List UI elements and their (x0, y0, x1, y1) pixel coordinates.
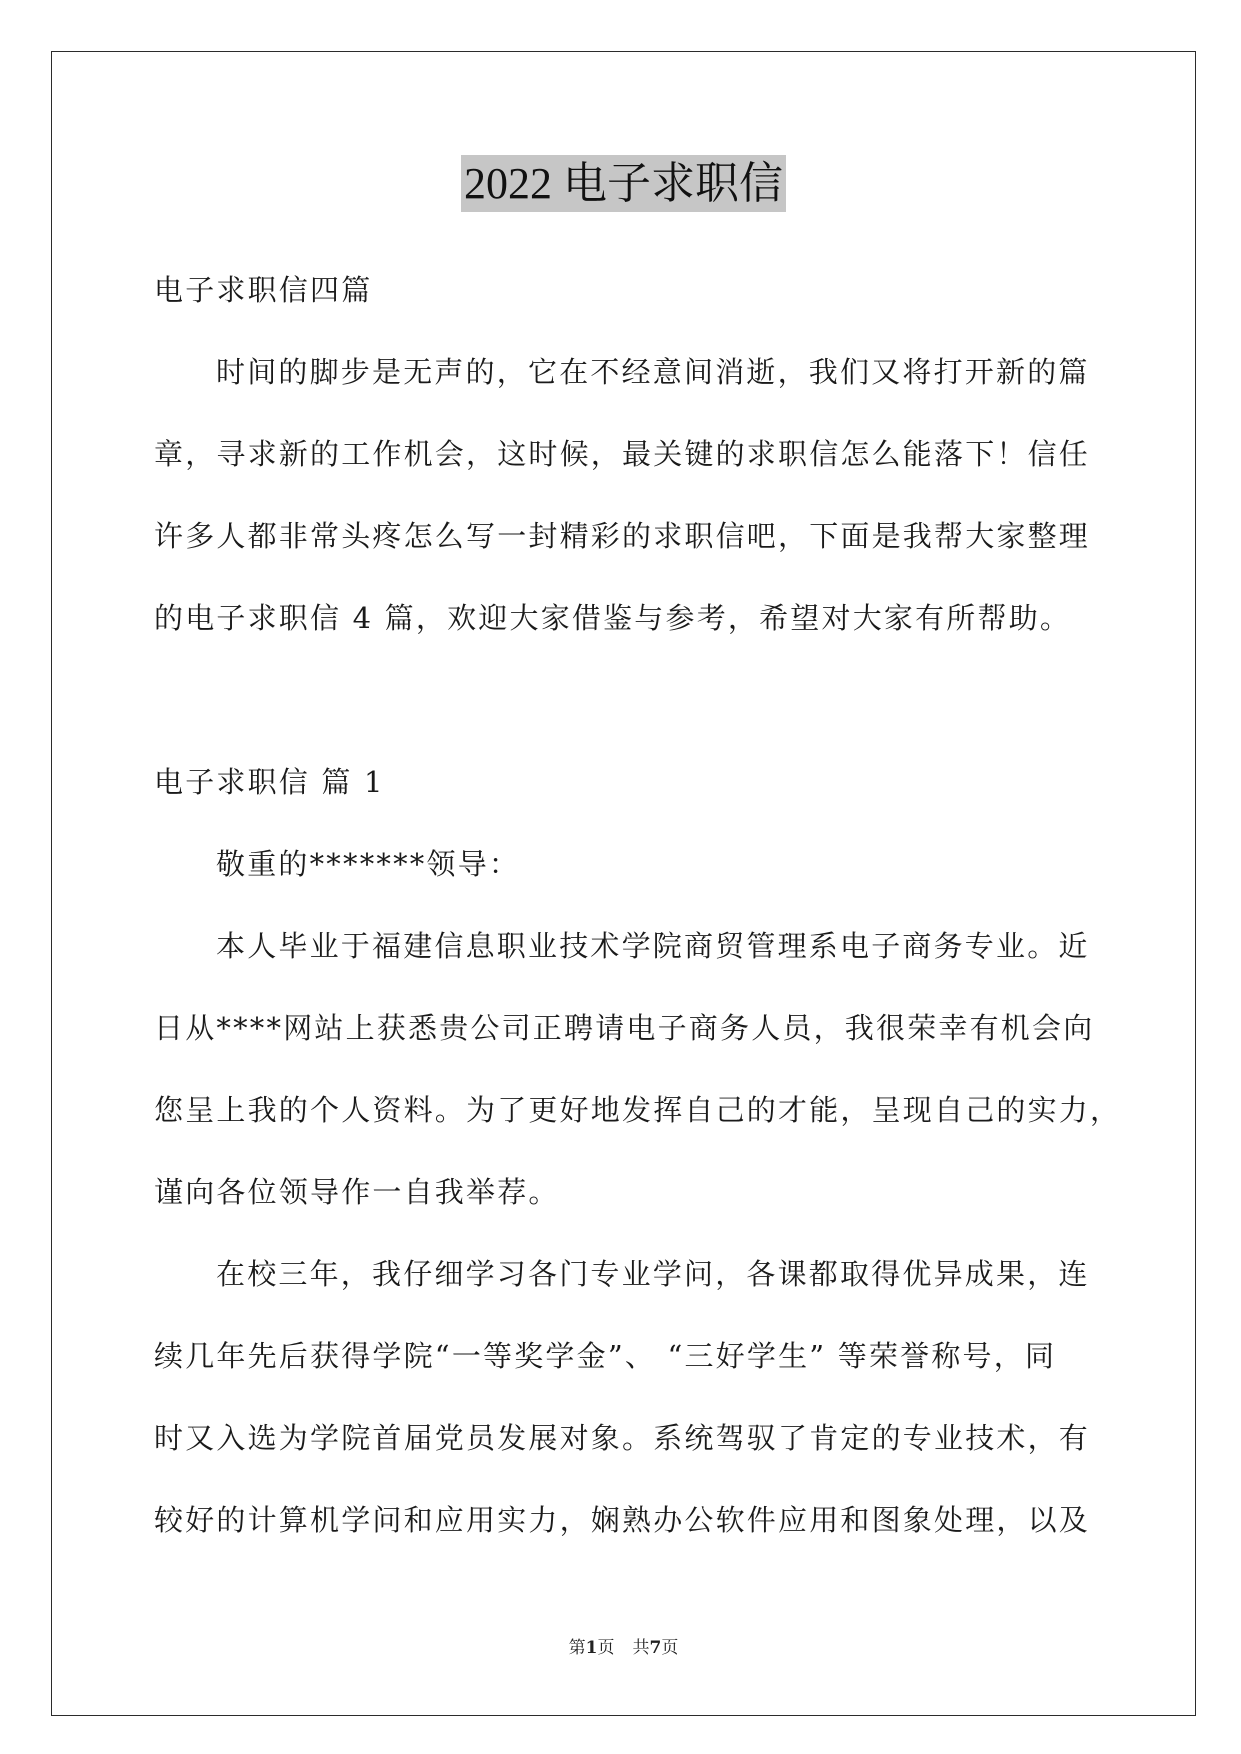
document-body (154, 249, 1154, 1561)
paragraph-line: 谨向各位领导作一自我举荐。 (154, 1175, 560, 1209)
page-number: 1 (585, 1638, 598, 1658)
title-row (51, 155, 1196, 212)
paragraph-line: 续几年先后获得学院“一等奖学金”、 “三好学生” 等荣誉称号，同 (154, 1339, 1057, 1373)
paragraph-line: 在校三年，我仔细学习各门专业学问，各课都取得优异成果，连 (216, 1257, 1090, 1291)
paragraph-line: 时又入选为学院首届党员发展对象。系统驾驭了肯定的专业技术，有 (154, 1421, 1091, 1455)
section-heading: 电子求职信 篇 1 (154, 765, 385, 799)
total-prefix: 共 (632, 1638, 650, 1658)
paragraph-line: 许多人都非常头疼怎么写一封精彩的求职信吧，下面是我帮大家整理 (154, 519, 1091, 553)
paragraph-line: 的电子求职信 4 篇，欢迎大家借鉴与参考，希望对大家有所帮助。 (154, 601, 1072, 635)
total-suffix: 页 (661, 1638, 679, 1658)
paragraph-line: 您呈上我的个人资料。为了更好地发挥自己的才能，呈现自己的实力， (154, 1093, 1122, 1127)
paragraph-line: 日从****网站上获悉贵公司正聘请电子商务人员，我很荣幸有机会向 (154, 1011, 1095, 1045)
page-suffix: 页 (597, 1638, 615, 1658)
paragraph-line: 时间的脚步是无声的，它在不经意间消逝，我们又将打开新的篇 (216, 355, 1090, 389)
paragraph-line: 较好的计算机学问和应用实力，娴熟办公软件应用和图象处理，以及 (154, 1503, 1091, 1537)
page-prefix: 第 (568, 1638, 586, 1658)
salutation: 敬重的*******领导： (216, 847, 521, 881)
intro-heading: 电子求职信四篇 (154, 273, 373, 307)
paragraph-line: 本人毕业于福建信息职业技术学院商贸管理系电子商务专业。近 (216, 929, 1090, 963)
paragraph-line: 章，寻求新的工作机会，这时候，最关键的求职信怎么能落下！信任 (154, 437, 1091, 471)
page-footer (51, 1634, 1196, 1662)
total-pages: 7 (649, 1638, 662, 1658)
blank-line (154, 659, 1154, 741)
document-title: 2022 电子求职信 (461, 155, 786, 212)
